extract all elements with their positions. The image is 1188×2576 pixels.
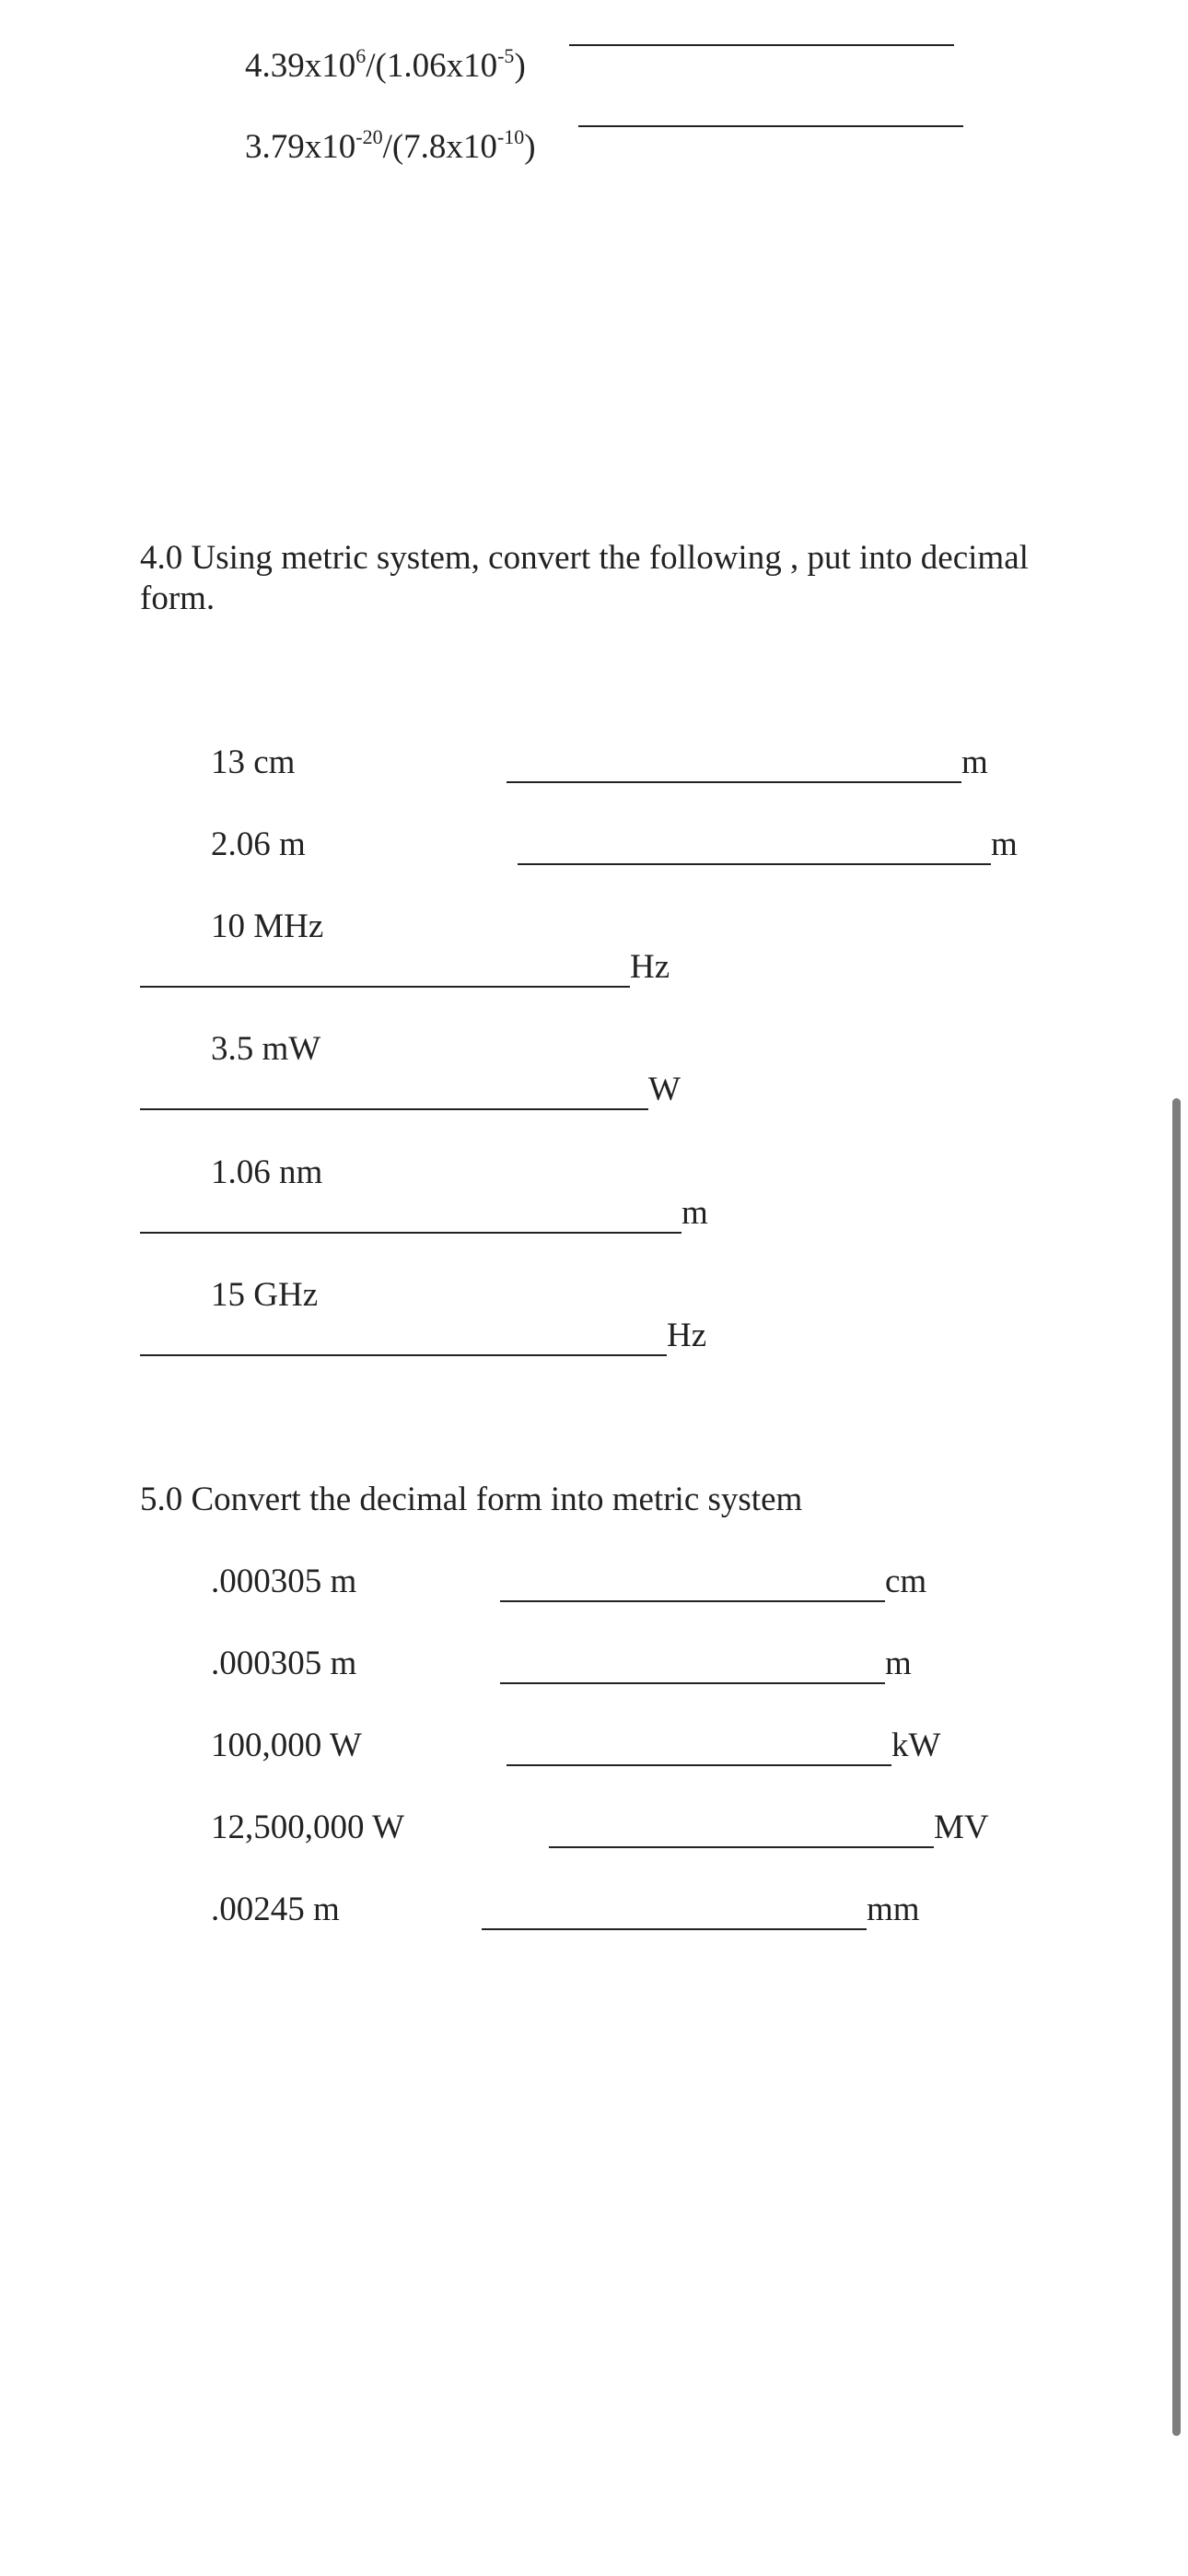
answer-blank[interactable] (140, 1321, 667, 1356)
answer-blank[interactable] (549, 1813, 934, 1848)
unit-label: Hz (667, 1317, 707, 1354)
unit-label: W (648, 1071, 681, 1108)
unit-label: kW (891, 1727, 941, 1764)
answer-blank[interactable] (507, 748, 961, 783)
answer-blank[interactable] (578, 92, 963, 127)
expression-text: $4.39x10^6/(1.06x10^{-5})$ (245, 43, 526, 85)
answer-blank[interactable] (569, 11, 954, 46)
unit-label: m (991, 825, 1018, 863)
conversion-label: 2.06 m (211, 825, 306, 863)
expression-row (211, 87, 536, 208)
section-5-heading: 5.0 Convert the decimal form into metric system (140, 1481, 803, 1518)
answer-blank[interactable] (140, 1199, 681, 1234)
vertical-scrollbar[interactable] (1172, 1098, 1181, 2436)
conversion-label: 3.5 mW (211, 1030, 321, 1068)
conversion-label: 100,000 W (211, 1727, 362, 1764)
conversion-label: .00245 m (211, 1891, 340, 1928)
conversion-label: 13 cm (211, 744, 296, 781)
answer-blank[interactable] (482, 1895, 867, 1930)
answer-blank[interactable] (500, 1567, 885, 1602)
unit-label: m (885, 1645, 912, 1682)
conversion-label: .000305 m (211, 1645, 357, 1682)
unit-label: m (961, 744, 988, 781)
unit-label: mm (867, 1891, 920, 1928)
answer-blank[interactable] (500, 1649, 885, 1684)
conversion-label: .000305 m (211, 1563, 357, 1600)
conversion-label: 10 MHz (211, 907, 324, 945)
section-4-heading: 4.0 Using metric system, convert the following , put into decimal form. (140, 539, 1029, 617)
answer-blank[interactable] (507, 1731, 891, 1766)
unit-label: MV (934, 1809, 989, 1846)
conversion-label: 1.06 nm (211, 1153, 323, 1191)
answer-blank[interactable] (140, 1075, 648, 1110)
unit-label: cm (885, 1563, 927, 1600)
conversion-label: 12,500,000 W (211, 1809, 405, 1846)
answer-blank[interactable] (518, 830, 991, 865)
answer-blank[interactable] (140, 953, 630, 988)
unit-label: Hz (630, 948, 670, 986)
unit-label: m (681, 1194, 708, 1232)
expression-text: $3.79x10^{-20}/(7.8x10^{-10})$ (245, 124, 536, 166)
conversion-label: 15 GHz (211, 1276, 319, 1314)
